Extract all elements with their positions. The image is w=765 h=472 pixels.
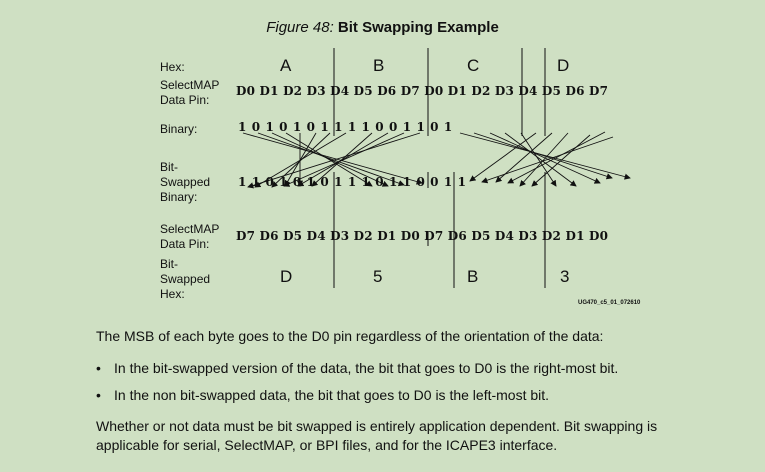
swap-arrow [508,132,605,183]
hex-top-2: C [467,56,480,75]
figure-number: Figure 48: [266,19,334,36]
label-bitswapped-hex-line3: Hex: [160,287,185,301]
hex-bottom-1: 5 [373,267,383,286]
binary-bottom: 1 1 0 1 0 1 0 1 1 1 0 1 1 0 0 1 1 [238,175,467,189]
swap-arrow [286,133,372,186]
intro-paragraph: The MSB of each byte goes to the D0 pin regardless of the orientation of the data: [96,328,604,344]
figure-id: UG470_c5_01_072610 [578,300,641,306]
label-bitswapped-hex-line2: Swapped [160,272,211,286]
closing-paragraph: Whether or not data must be bit swapped is entirely application dependent. Bit swapping is applicable for serial, SelectMAP, or BPI files, and for the ICAPE3 interface. [96,418,658,453]
pins-bottom: D7 D6 D5 D4 D3 D2 D1 D0 D7 D6 D5 D4 D3 D2 D1 D0 [236,229,609,243]
hex-bottom-2: B [467,267,479,286]
label-hex: Hex: [160,60,185,74]
bullet-glyph: • [96,360,101,376]
label-bitswapped-hex-line1: Bit- [160,257,178,271]
hex-top-3: D [557,56,570,75]
label-selectmap-bottom-line1: SelectMAP [160,222,220,236]
swap-arrow [474,133,612,178]
bullet-text-2: In the non bit-swapped data, the bit that goes to D0 is the left-most bit. [114,387,550,403]
binary-top: 1 0 1 0 1 0 1 1 1 1 0 0 1 1 0 1 [238,120,453,134]
bullet-glyph: • [96,387,101,403]
figure-title: Bit Swapping Example [337,19,499,36]
label-bitswapped-binary-line2: Swapped [160,175,211,189]
label-selectmap-bottom-line2: Data Pin: [160,237,210,251]
label-bitswapped-binary-line3: Binary: [160,190,198,204]
hex-bottom-3: 3 [560,267,570,286]
hex-bottom-0: D [280,267,293,286]
hex-top-1: B [373,56,385,75]
label-selectmap-top-line2: Data Pin: [160,93,210,107]
pins-top: D0 D1 D2 D3 D4 D5 D6 D7 D0 D1 D2 D3 D4 D5 D6 D7 [236,84,609,98]
bullet-text-1: In the bit-swapped version of the data, the bit that goes to D0 is the right-most bit. [114,360,619,376]
label-binary: Binary: [160,122,198,136]
bullet-item-2 [96,387,549,403]
swap-arrow [521,133,556,186]
label-selectmap-top-line1: SelectMAP [160,78,220,92]
hex-top-0: A [280,56,292,75]
label-bitswapped-binary-line1: Bit- [160,160,178,174]
bullet-item-1 [96,360,618,376]
